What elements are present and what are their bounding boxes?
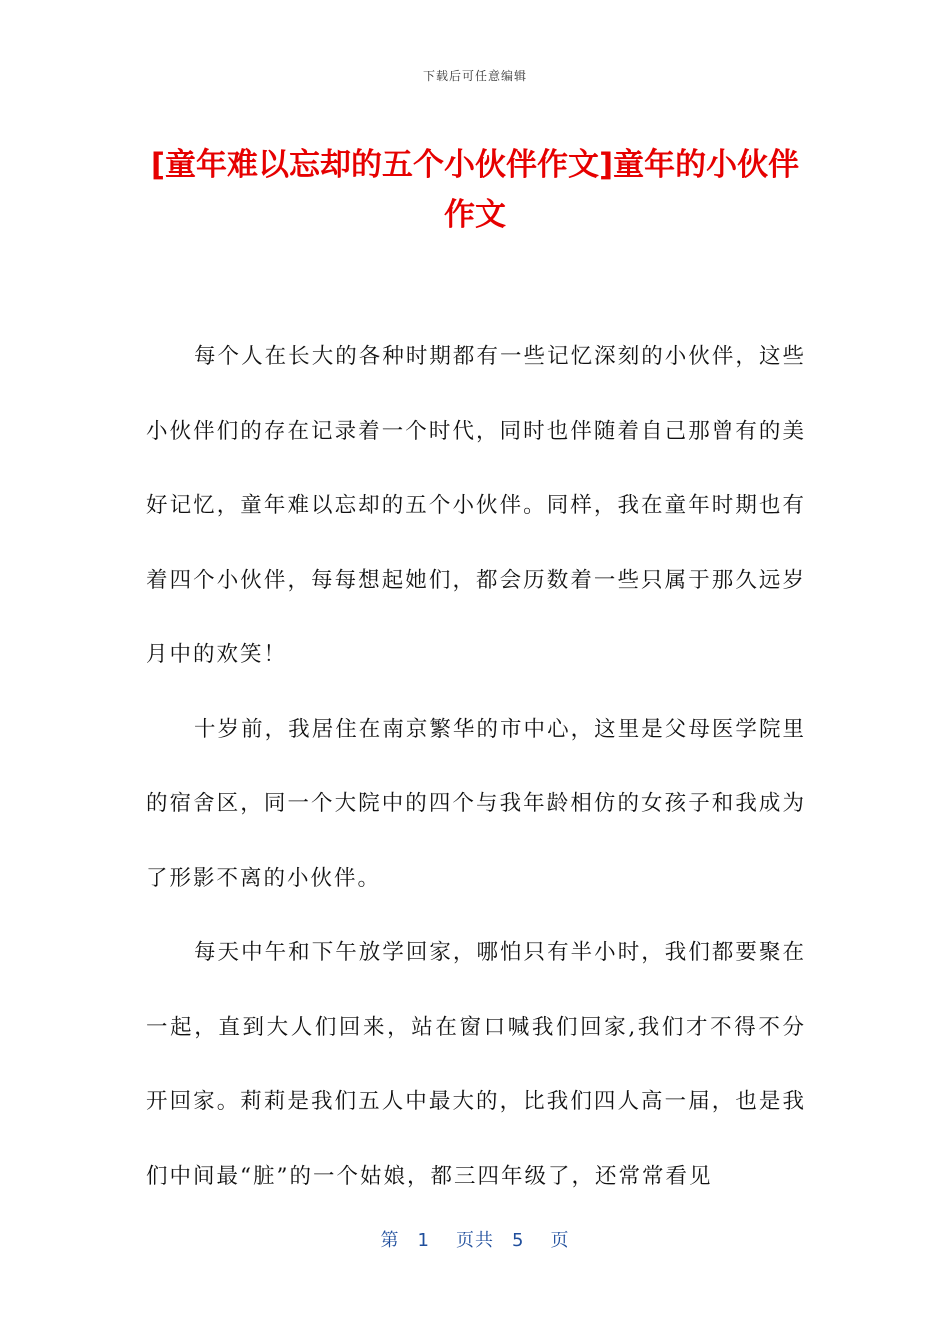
footer-total-pages: 5 — [512, 1230, 525, 1251]
footer-prefix: 第 — [380, 1230, 400, 1251]
paragraph-3: 每天中午和下午放学回家，哪怕只有半小时，我们都要聚在一起，直到大人们回来，站在窗口喊我们回家,我们才不得不分开回家。莉莉是我们五人中最大的，比我们四人高一届，也是我们中间最“脏”的一个姑娘，都三四年级了，还常常看见 — [146, 940, 806, 1189]
paragraph-2: 十岁前，我居住在南京繁华的市中心，这里是父母医学院里的宿舍区，同一个大院中的四个与我年龄相仿的女孩子和我成为了形影不离的小伙伴。 — [146, 716, 806, 891]
paragraph-1: 每个人在长大的各种时期都有一些记忆深刻的小伙伴，这些小伙伴们的存在记录着一个时代，同时也伴随着自己那曾有的美好记忆，童年难以忘却的五个小伙伴。同样，我在童年时期也有着四个小伙伴，每每想起她们，都会历数着一些只属于那久远岁月中的欢笑！ — [146, 344, 806, 667]
document-title: [童年难以忘却的五个小伙伴作文]童年的小伙伴作文 — [150, 147, 800, 233]
footer-current-page: 1 — [417, 1230, 430, 1251]
footer-suffix: 页 — [550, 1230, 570, 1251]
header-note: 下载后可任意编辑 — [422, 69, 527, 83]
page-footer — [0, 1226, 950, 1252]
document-body — [146, 320, 806, 1214]
footer-middle: 页共 — [456, 1230, 494, 1251]
